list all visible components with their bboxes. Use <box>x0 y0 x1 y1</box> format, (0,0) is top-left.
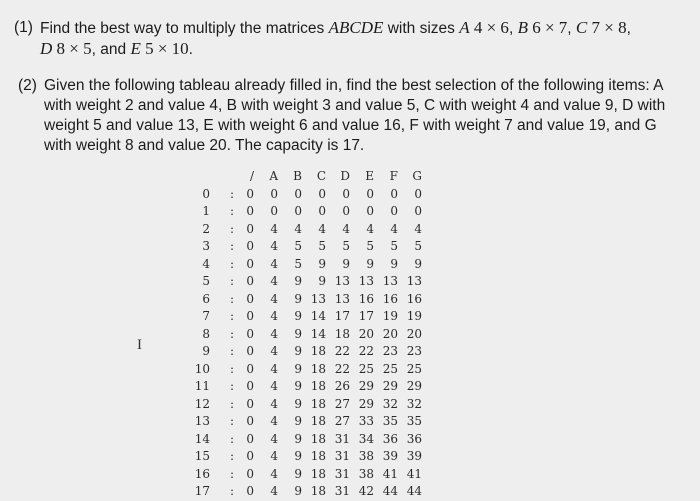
tableau-cell: 0 <box>246 291 254 306</box>
tableau-cell: 39 <box>382 449 398 463</box>
tableau-cell: 0 <box>246 256 254 271</box>
tableau-cell: 0 <box>270 186 278 201</box>
tableau-cell: 29 <box>406 379 422 393</box>
tableau-cell: 0 <box>246 414 254 428</box>
tableau-cell: 0 <box>246 221 254 236</box>
row-separator: : <box>229 361 234 376</box>
tableau-cell: 0 <box>246 326 254 341</box>
tableau-row <box>186 273 422 291</box>
row-separator: : <box>229 221 234 236</box>
tableau-cell: 0 <box>390 204 398 218</box>
tableau-row <box>186 343 422 361</box>
tableau-cell: 4 <box>366 221 374 236</box>
tableau-cell: 5 <box>366 239 374 253</box>
tableau-cell: 9 <box>294 431 302 446</box>
tableau-cell: 9 <box>294 449 302 463</box>
tableau-cell: 0 <box>246 186 254 201</box>
question-2 <box>18 76 690 156</box>
tableau-cell: 18 <box>310 449 326 463</box>
tableau-cell: 4 <box>270 309 278 323</box>
tableau-cell: 4 <box>270 379 278 393</box>
tableau-cell: 13 <box>310 291 326 306</box>
question-1-number: (1) <box>14 19 33 36</box>
tableau-cell: 4 <box>414 221 422 236</box>
tableau-cell: 29 <box>358 396 374 411</box>
tableau-cell: 9 <box>294 326 302 341</box>
row-separator: : <box>229 379 234 393</box>
tableau-cell: 4 <box>270 449 278 463</box>
capacity-label: 16 <box>194 466 210 481</box>
capacity-label: 4 <box>202 256 210 271</box>
tableau-cell: 5 <box>342 239 350 253</box>
tableau-cell: 32 <box>382 396 398 411</box>
row-separator: : <box>229 414 234 428</box>
capacity-label: 15 <box>194 449 210 463</box>
tableau-cell: 16 <box>406 291 422 306</box>
tableau-cell: 36 <box>406 431 422 446</box>
tableau-cell: 0 <box>246 361 254 376</box>
tableau-cell: 4 <box>270 484 278 498</box>
tableau-cell: 38 <box>358 449 374 463</box>
tableau-header: B <box>293 169 302 183</box>
tableau-cell: 4 <box>270 396 278 411</box>
tableau-cell: 4 <box>270 274 278 288</box>
tableau-cell: 0 <box>294 204 302 218</box>
tableau-cell: 18 <box>310 466 326 481</box>
tableau-cell: 4 <box>390 221 398 236</box>
capacity-label: 3 <box>202 239 210 253</box>
row-separator: : <box>229 431 234 446</box>
tableau-cell: 18 <box>334 326 350 341</box>
tableau-cell: 0 <box>342 186 350 201</box>
capacity-label: 2 <box>202 221 210 236</box>
tableau-row <box>186 221 422 239</box>
tableau-cell: 9 <box>414 256 422 271</box>
tableau-cell: 25 <box>406 361 422 376</box>
tableau-cell: 18 <box>310 361 326 376</box>
tableau-cell: 22 <box>334 344 350 358</box>
tableau-cell: 9 <box>294 361 302 376</box>
question-1-text: Find the best way to multiply the matrices ABCDE with sizes A 4 × 6, B 6 × 7, C 7 × 8, D 8 × 5, and E 5 × 10. <box>40 18 631 58</box>
tableau-cell: 4 <box>270 256 278 271</box>
tableau-cell: 17 <box>358 309 374 323</box>
tableau-cell: 5 <box>294 239 302 253</box>
tableau-cell: 4 <box>270 326 278 341</box>
tableau-row <box>186 308 422 326</box>
tableau-cell: 9 <box>342 256 350 271</box>
tableau-cell: 4 <box>270 361 278 376</box>
tableau-cell: 4 <box>318 221 326 236</box>
tableau-row <box>186 291 422 309</box>
tableau-cell: 9 <box>294 344 302 358</box>
tableau-cell: 22 <box>334 361 350 376</box>
tableau-cell: 18 <box>310 431 326 446</box>
row-separator: : <box>229 396 234 411</box>
tableau-cell: 0 <box>270 204 278 218</box>
tableau-cell: 9 <box>294 466 302 481</box>
tableau-cell: 0 <box>318 204 326 218</box>
tableau-cell: 13 <box>358 274 374 288</box>
tableau-cell: 16 <box>382 291 398 306</box>
tableau-cell: 9 <box>318 274 326 288</box>
row-separator: : <box>229 186 234 201</box>
tableau-cell: 0 <box>246 379 254 393</box>
tableau-cell: 13 <box>406 274 422 288</box>
tableau-cell: 44 <box>406 484 422 498</box>
tableau-cell: 18 <box>310 396 326 411</box>
tableau-cell: 31 <box>334 484 350 498</box>
tableau-row <box>186 448 422 466</box>
tableau-row <box>186 378 422 396</box>
tableau-cell: 38 <box>358 466 374 481</box>
tableau-cell: 0 <box>246 344 254 358</box>
tableau-cell: 26 <box>334 379 350 393</box>
tableau-cell: 0 <box>414 204 422 218</box>
tableau-cell: 0 <box>414 186 422 201</box>
tableau-row <box>186 186 422 204</box>
tableau-cell: 39 <box>406 449 422 463</box>
capacity-label: 11 <box>194 379 210 393</box>
tableau-cell: 0 <box>246 239 254 253</box>
tableau-row <box>186 238 422 256</box>
tableau-cell: 31 <box>334 431 350 446</box>
tableau-header: E <box>365 169 374 183</box>
capacity-label: 8 <box>202 326 210 341</box>
tableau-cell: 0 <box>366 204 374 218</box>
tableau-cell: 19 <box>406 309 422 323</box>
tableau-cell: 35 <box>406 414 422 428</box>
tableau-cell: 9 <box>390 256 398 271</box>
tableau-cell: 18 <box>310 414 326 428</box>
tableau-cell: 29 <box>382 379 398 393</box>
capacity-label: 17 <box>194 484 210 498</box>
capacity-label: 14 <box>194 431 210 446</box>
capacity-label: 0 <box>202 186 210 201</box>
tableau-cell: 33 <box>358 414 374 428</box>
tableau-cell: 0 <box>246 449 254 463</box>
tableau-cell: 9 <box>294 484 302 498</box>
tableau-cell: 0 <box>246 484 254 498</box>
tableau-cell: 9 <box>366 256 374 271</box>
tableau-cell: 36 <box>382 431 398 446</box>
row-separator: : <box>229 344 234 358</box>
tableau-row <box>186 361 422 379</box>
tableau-row <box>186 326 422 344</box>
tableau-header: D <box>340 169 350 183</box>
tableau-cell: 25 <box>382 361 398 376</box>
row-separator: : <box>229 484 234 498</box>
row-separator: : <box>229 326 234 341</box>
tableau-cell: 4 <box>270 344 278 358</box>
tableau-cell: 22 <box>358 344 374 358</box>
tableau-cell: 0 <box>294 186 302 201</box>
tableau-cell: 29 <box>358 379 374 393</box>
tableau-cell: 9 <box>294 309 302 323</box>
tableau-cell: 9 <box>318 256 326 271</box>
tableau-cell: 0 <box>390 186 398 201</box>
tableau-cell: 9 <box>294 396 302 411</box>
tableau-cell: 0 <box>366 186 374 201</box>
tableau-cell: 18 <box>310 379 326 393</box>
tableau-cell: 20 <box>358 326 374 341</box>
tableau-cell: 0 <box>318 186 326 201</box>
tableau-cell: 0 <box>246 431 254 446</box>
row-separator: : <box>229 274 234 288</box>
tableau-cell: 4 <box>270 239 278 253</box>
tableau-header: / <box>249 169 254 183</box>
tableau-cell: 0 <box>246 466 254 481</box>
question-2-text: Given the following tableau already filled in, find the best selection of the following items: A with weight 2 and value 4, B with weight 3 and value 5, C with weight 4 and value 9, D with weight 5 and value 13, E with weight 6 and value 16, F with weight 7 and value 19, and G with weight 8 and value 20. The capacity is 17. <box>44 77 666 154</box>
tableau-cell: 16 <box>358 291 374 306</box>
capacity-label: 9 <box>202 344 210 358</box>
capacity-label: 12 <box>194 396 210 411</box>
tableau-row <box>186 466 422 484</box>
tableau-cell: 23 <box>406 344 422 358</box>
tableau-cell: 41 <box>406 466 422 481</box>
matrix-product: ABCDE <box>328 18 384 37</box>
tableau-cell: 44 <box>382 484 398 498</box>
tableau-cell: 4 <box>270 431 278 446</box>
tableau-cell: 42 <box>358 484 374 498</box>
tableau-header-row <box>186 168 422 186</box>
row-separator: : <box>229 449 234 463</box>
tableau-row <box>186 431 422 449</box>
tableau-cell: 20 <box>382 326 398 341</box>
tableau-cell: 4 <box>294 221 302 236</box>
tableau-cell: 13 <box>334 274 350 288</box>
tableau-cell: 23 <box>382 344 398 358</box>
tableau-cell: 4 <box>270 414 278 428</box>
tableau-cell: 18 <box>310 344 326 358</box>
knapsack-tableau <box>186 168 422 501</box>
tableau-cell: 4 <box>270 466 278 481</box>
tableau-header: F <box>389 169 398 183</box>
tableau-cell: 9 <box>294 414 302 428</box>
tableau-cell: 18 <box>310 484 326 498</box>
tableau-header: G <box>412 169 422 183</box>
tableau-cell: 4 <box>270 291 278 306</box>
row-separator: : <box>229 239 234 253</box>
row-separator: : <box>229 309 234 323</box>
tableau-cell: 31 <box>334 449 350 463</box>
tableau-cell: 5 <box>294 256 302 271</box>
tableau-cell: 4 <box>342 221 350 236</box>
question-1 <box>14 18 688 60</box>
tableau-cell: 5 <box>414 239 422 253</box>
tableau-cell: 4 <box>270 221 278 236</box>
row-separator: : <box>229 466 234 481</box>
capacity-label: 1 <box>202 204 210 218</box>
text-cursor-icon: I <box>137 337 142 353</box>
tableau-cell: 0 <box>246 396 254 411</box>
tableau-row <box>186 413 422 431</box>
tableau-row <box>186 483 422 501</box>
row-separator: : <box>229 204 234 218</box>
tableau-cell: 0 <box>246 309 254 323</box>
tableau-cell: 0 <box>246 204 254 218</box>
tableau-cell: 35 <box>382 414 398 428</box>
tableau-cell: 13 <box>382 274 398 288</box>
tableau-cell: 9 <box>294 379 302 393</box>
tableau-cell: 19 <box>382 309 398 323</box>
row-separator: : <box>229 256 234 271</box>
tableau-cell: 41 <box>382 466 398 481</box>
tableau-cell: 14 <box>310 326 326 341</box>
capacity-label: 5 <box>202 274 210 288</box>
capacity-label: 10 <box>194 361 210 376</box>
tableau-cell: 13 <box>334 291 350 306</box>
tableau-row <box>186 203 422 221</box>
tableau-cell: 14 <box>310 309 326 323</box>
tableau-cell: 0 <box>342 204 350 218</box>
capacity-label: 7 <box>202 309 210 323</box>
tableau-row <box>186 396 422 414</box>
tableau-cell: 5 <box>318 239 326 253</box>
tableau-cell: 20 <box>406 326 422 341</box>
tableau-cell: 25 <box>358 361 374 376</box>
question-2-number: (2) <box>18 77 37 94</box>
capacity-label: 6 <box>202 291 210 306</box>
row-separator: : <box>229 291 234 306</box>
tableau-cell: 32 <box>406 396 422 411</box>
tableau-cell: 27 <box>334 414 350 428</box>
tableau-cell: 34 <box>358 431 374 446</box>
tableau-cell: 0 <box>246 274 254 288</box>
tableau-cell: 31 <box>334 466 350 481</box>
tableau-cell: 27 <box>334 396 350 411</box>
tableau-header: C <box>316 169 326 183</box>
tableau-cell: 5 <box>390 239 398 253</box>
tableau-cell: 17 <box>334 309 350 323</box>
tableau-cell: 9 <box>294 291 302 306</box>
tableau-header: A <box>269 169 278 183</box>
tableau-row <box>186 256 422 274</box>
capacity-label: 13 <box>194 414 210 428</box>
tableau-cell: 9 <box>294 274 302 288</box>
